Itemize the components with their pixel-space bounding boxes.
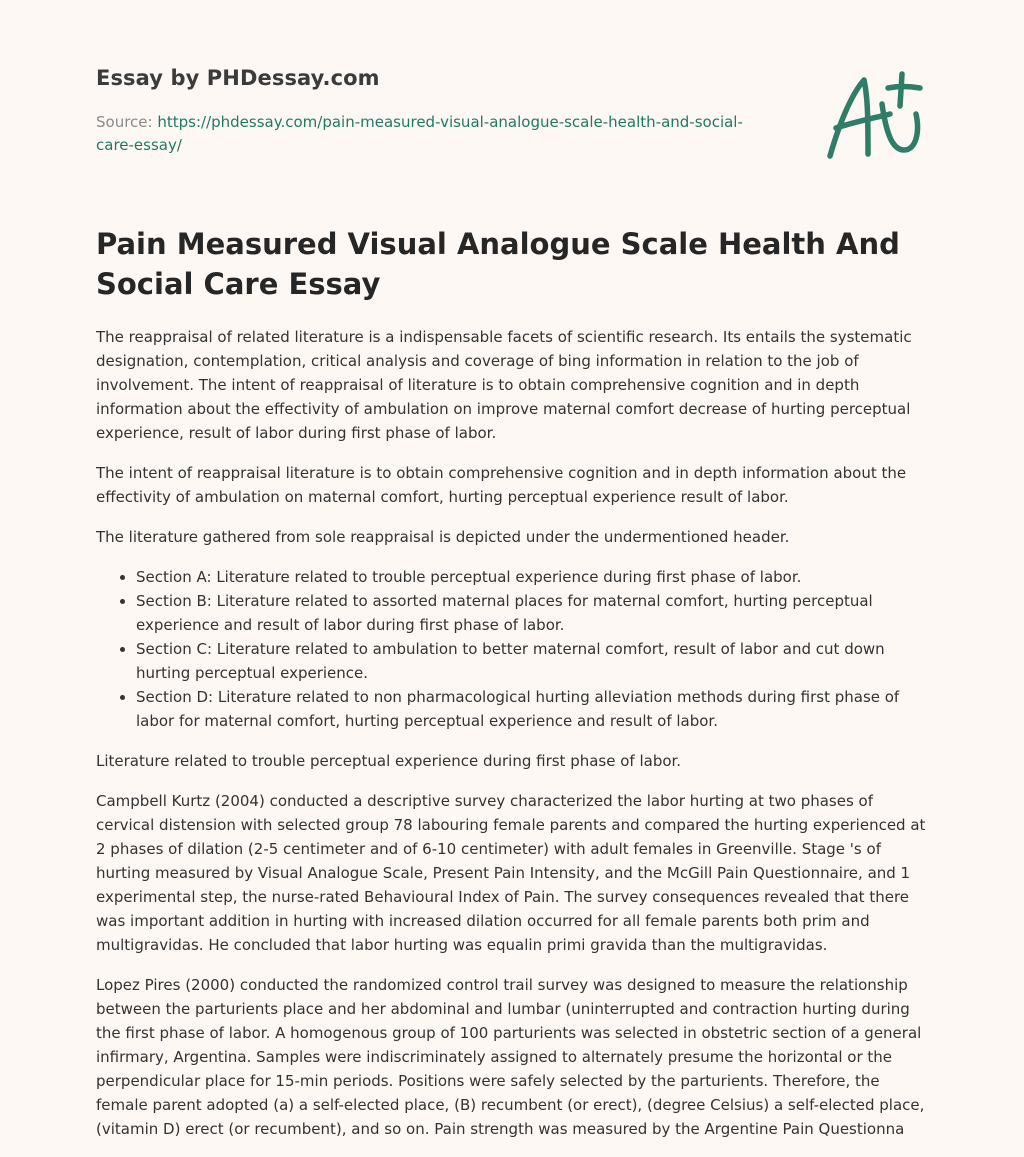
site-brand: Essay by PHDessay.com (96, 66, 380, 90)
paragraph: The intent of reappraisal literature is to obtain comprehensive cognition and in depth information about the effectivity of ambulation on maternal comfort, hurting perceptual experience result of labor. (96, 464, 907, 506)
source-label: Source: (96, 113, 153, 131)
essay-content (96, 325, 928, 1157)
list-item: • Section A: Literature related to trouble perceptual experience during first phase of labor. (136, 565, 928, 589)
a-plus-logo-icon (824, 68, 928, 164)
list-item: • Section B: Literature related to assorted maternal places for maternal comfort, hurting perceptual experience and result of labor during first phase of labor. (136, 589, 928, 637)
page-title: Pain Measured Visual Analogue Scale Health And Social Care Essay (96, 227, 900, 301)
paragraph: The reappraisal of related literature is a indispensable facets of scientific research. Its entails the systematic designation, contemplation, critical analysis and coverage of bing information in relation to the job of involvement. The intent of reappraisal of literature is to obtain comprehensive cognition and in depth information about the effectivity of ambulation on improve maternal comfort decrease of hurting perceptual experience, result of labor during first phase of labor. (96, 328, 912, 442)
list-item: • Section C: Literature related to ambulation to better maternal comfort, result of labor and cut down hurting perceptual experience. (136, 637, 928, 685)
source-link[interactable]: https://phdessay.com/pain-measured-visual-analogue-scale-health-and-social-care-essay/ (96, 113, 743, 154)
list-item: • Section D: Literature related to non pharmacological hurting alleviation methods during first phase of labor for maternal comfort, hurting perceptual experience and result of labor. (136, 685, 928, 733)
section-list (96, 565, 928, 733)
paragraph: Lopez Pires (2000) conducted the randomized control trail survey was designed to measure the relationship between the parturients place and her abdominal and lumbar (uninterrupted and contraction hurting during the first phase of labor. A homogenous group of 100 parturients was selected in obstetric section of a general infirmary, Argentina. Samples were indiscriminately assigned to alternately presume the horizontal or the perpendicular place for 15-min periods. Positions were safely selected by the parturients. Therefore, the female parent adopted (a) a self-elected place, (B) recumbent (or erect), (degree Celsius) a self-elected place, (vitamin D) erect (or recumbent), and so on. Pain strength was measured by the Argentine Pain Questionna (96, 976, 925, 1138)
paragraph: The literature gathered from sole reappraisal is depicted under the undermentioned header. (96, 528, 790, 546)
source-line (96, 111, 776, 157)
section-heading-paragraph: Literature related to trouble perceptual experience during first phase of labor. (96, 752, 682, 770)
paragraph: Campbell Kurtz (2004) conducted a descriptive survey characterized the labor hurting at two phases of cervical distension with selected group 78 labouring female parents and compared the hurting experienced at 2 phases of dilation (2-5 centimeter and of 6-10 centimeter) with adult females in Greenville. Stage 's of hurting measured by Visual Analogue Scale, Present Pain Intensity, and the McGill Pain Questionnaire, and 1 experimental step, the nurse-rated Behavioural Index of Pain. The survey consequences revealed that there was important addition in hurting with increased dilation occurred for all female parents both prim and multigravidas. He concluded that labor hurting was equalin primi gravida than the multigravidas. (96, 792, 926, 954)
